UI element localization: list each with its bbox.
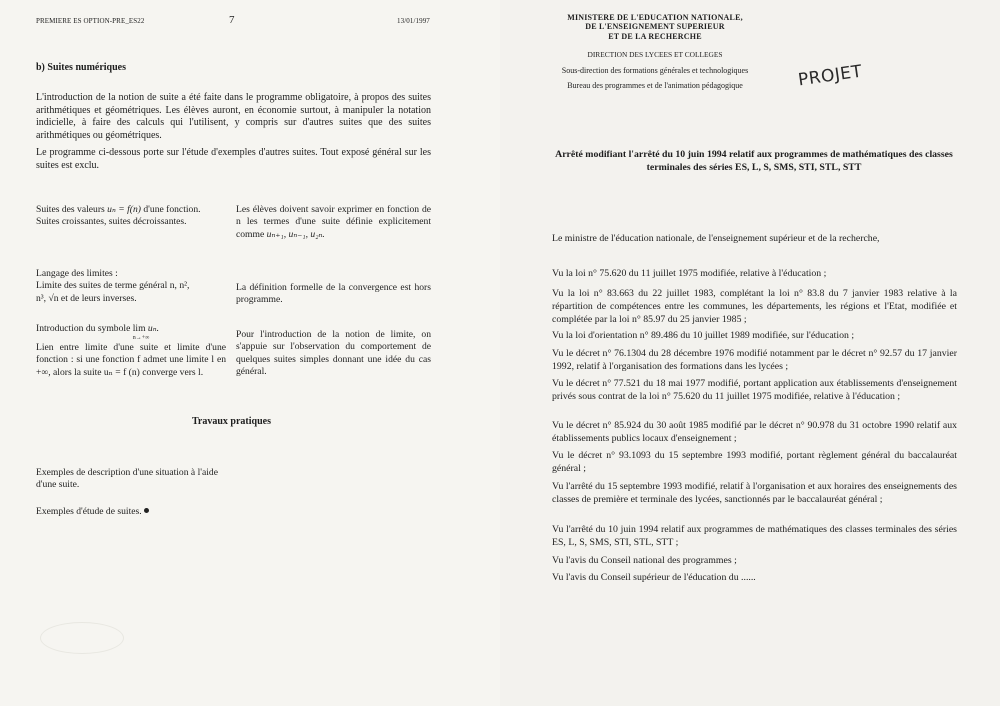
vu-item: Vu le décret n° 77.521 du 18 mai 1977 modifié, portant application aux établissements d'enseignement privés sous contrat de la loi n° 75.620 du 11 juillet 1975 modifiée, relative à l'éducation ;	[552, 378, 957, 402]
intro-paragraph: L'introduction de la notion de suite a été faite dans le programme obligatoire, à propos des suites arithmétiques et géométriques. Les élèves auront, en économie surtout, à manipuler la notation indicielle, à faire des calculs qui l'utilisent, y compris sur d'autres suites que des suites arithmétiques ou géométriques.	[36, 92, 431, 141]
sous-direction-line: Sous-direction des formations générales et technologiques	[561, 66, 749, 75]
header-date: 13/01/1997	[397, 17, 430, 25]
program-paragraph: Le programme ci-dessous porte sur l'étude d'exemples d'autres suites. Tout exposé général sur les suites est exclu.	[36, 147, 431, 171]
vu-item: Vu l'arrêté du 10 juin 1994 relatif aux programmes de mathématiques des classes terminales des séries ES, L, S, SMS, STI, STL, STT ;	[552, 524, 957, 548]
block2-left: Langage des limites : Limite des suites de terme général n, n², n³, √n et de leurs inverses.	[36, 268, 190, 304]
block2-right: La définition formelle de la convergence est hors programme.	[236, 282, 431, 306]
arrete-title: Arrêté modifiant l'arrêté du 10 juin 1994 relatif aux programmes de mathématiques des classes terminales des séries ES, L, S, SMS, STI, STL, STT	[555, 149, 953, 173]
block1-left-line2: Suites croissantes, suites décroissantes.	[36, 216, 187, 228]
block1-right: Les élèves doivent savoir exprimer en fonction de n les termes d'une suite définie explicitement comme uₙ₊₁, uₙ₋₁, u₂ₙ.	[236, 204, 431, 240]
end-bullet-icon	[144, 508, 149, 513]
section-title: b) Suites numériques	[36, 62, 127, 73]
vu-item: Vu le décret n° 85.924 du 30 août 1985 modifié par le décret n° 90.978 du 31 octobre 1990 relatif aux établissements publics locaux d'enseignement ;	[552, 420, 957, 444]
vu-item: Vu la loi n° 83.663 du 22 juillet 1983, complétant la loi n° 83.8 du 7 janvier 1983 relative à la répartition de compétences entre les communes, les départements, les régions et l'Etat, modifiée et complétée par la loi n° 85.97 du 25 janvier 1985 ;	[552, 288, 957, 325]
projet-stamp: PROJET	[796, 61, 864, 91]
vu-item: Vu la loi d'orientation n° 89.486 du 10 juillet 1989 modifiée, sur l'éducation ;	[552, 330, 855, 341]
page-number: 7	[229, 14, 235, 26]
block3-left-text: Lien entre limite d'une suite et limite d'une fonction : si une fonction f admet une limite l en +∞, alors la suite uₙ = f (n) converge vers l.	[36, 342, 226, 378]
ministry-heading: MINISTERE DE L'EDUCATION NATIONALE, DE L'ENSEIGNEMENT SUPERIEUR ET DE LA RECHERCHE	[567, 13, 743, 41]
faded-stamp-icon	[40, 622, 124, 654]
block3-right: Pour l'introduction de la notion de limite, on s'appuie sur l'observation du comportement de quelques suites simples donnant une idée du cas général.	[236, 329, 431, 378]
right-page	[500, 0, 1000, 706]
vu-item: Vu l'avis du Conseil national des programmes ;	[552, 555, 737, 566]
minister-line: Le ministre de l'éducation nationale, de l'enseignement supérieur et de la recherche,	[552, 233, 880, 244]
document-code: PREMIERE ES OPTION-PRE_ES22	[36, 17, 145, 25]
block3-left-intro: Introduction du symbole lim n→+∞ uₙ.	[36, 323, 160, 341]
direction-line: DIRECTION DES LYCEES ET COLLEGES	[587, 50, 723, 59]
vu-item: Vu l'avis du Conseil supérieur de l'éducation du ......	[552, 572, 756, 583]
vu-item: Vu le décret n° 76.1304 du 28 décembre 1976 modifié notamment par le décret n° 92.57 du 17 janvier 1992, relatif à l'organisation des formations dans les lycées ;	[552, 348, 957, 372]
block1-left-line1: Suites des valeurs uₙ = f(n) d'une fonction.	[36, 204, 201, 215]
tp-item-1: Exemples de description d'une situation à l'aide d'une suite.	[36, 467, 218, 491]
tp-title: Travaux pratiques	[192, 416, 271, 427]
vu-item: Vu la loi n° 75.620 du 11 juillet 1975 modifiée, relative à l'éducation ;	[552, 268, 827, 279]
limit-symbol: lim n→+∞	[132, 323, 150, 341]
vu-item: Vu l'arrêté du 15 septembre 1993 modifié, relatif à l'organisation et aux horaires des enseignements des classes de première et terminale des lycées, sanctionnés par le baccalauréat général ;	[552, 481, 957, 505]
tp-item-2: Exemples d'étude de suites.	[36, 506, 226, 518]
bureau-line: Bureau des programmes et de l'animation pédagogique	[567, 81, 743, 90]
vu-item: Vu le décret n° 93.1093 du 15 septembre 1993 modifié, portant règlement général du baccalauréat général ;	[552, 450, 957, 474]
block1-left	[36, 204, 226, 229]
